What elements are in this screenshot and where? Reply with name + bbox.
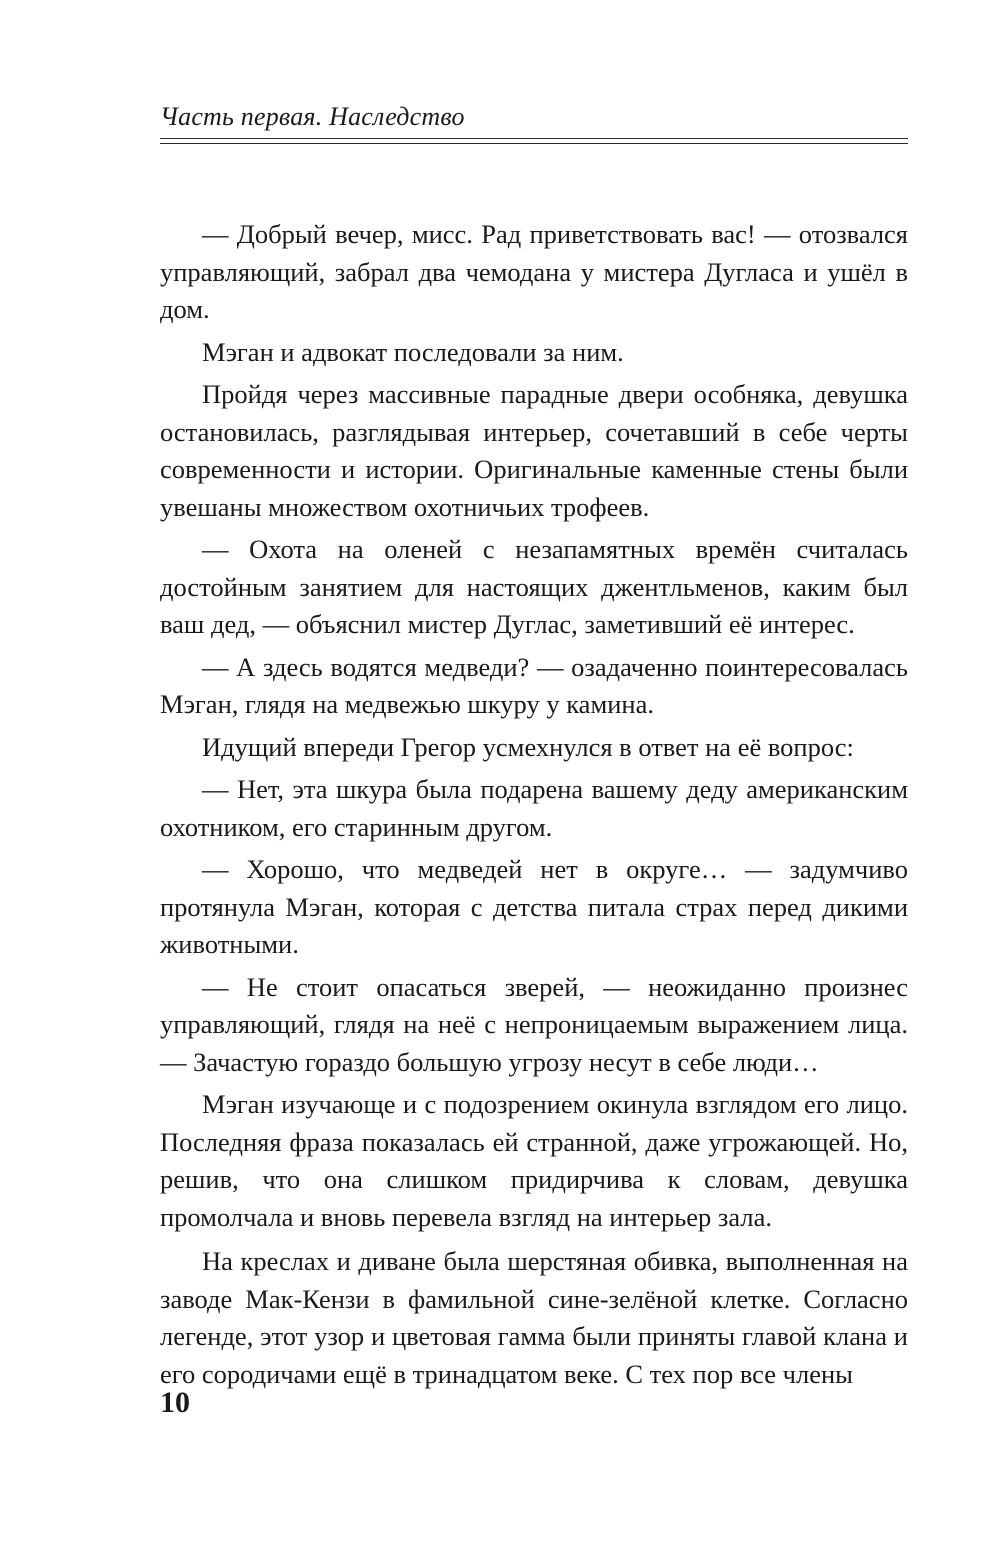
paragraph: Пройдя через массивные парадные двери особняка, девушка остановилась, разглядывая интерьер, сочетавший в себе черты современности и истории. Оригинальные каменные стены были увешаны множеством охотничьих трофеев. <box>160 379 908 522</box>
paragraph: На креслах и диване была шерстяная обивка, выполненная на заводе Мак-Кензи в фамильной сине-зелёной клетке. Согласно легенде, этот узор и цветовая гамма были приняты главой клана и его сородичами ещё в тринадцатом веке. С тех пор все члены <box>160 1246 908 1389</box>
paragraph: Мэган изучающе и с подозрением окинула взглядом его лицо. Последняя фраза показалась ей странной, даже угрожающей. Но, решив, что она слишком придирчива к словам, девушка промолчала и вновь перевела взгляд на интерьер зала. <box>160 1089 908 1232</box>
paragraph: — Нет, эта шкура была подарена вашему деду американским охотником, его старинным другом. <box>160 774 908 842</box>
header-rule-bottom <box>160 143 908 144</box>
running-head-title: Часть первая. Наследство <box>160 102 465 131</box>
header-rule-top <box>160 138 908 139</box>
paragraph: Мэган и адвокат последовали за ним. <box>202 336 624 367</box>
paragraph: — Не стоит опасаться зверей, — неожиданно произнес управляющий, глядя на неё с непроницаемым выражением лица. — Зачастую гораздо большую угрозу несут в себе люди… <box>160 971 908 1077</box>
body-text <box>160 216 908 1393</box>
paragraph: — Добрый вечер, мисс. Рад приветствовать вас! — отозвался управляющий, забрал два чемодана у мистера Дугласа и ушёл в дом. <box>160 219 908 324</box>
paragraph: — А здесь водятся медведи? — озадаченно поинтересовалась Мэган, глядя на медвежью шкуру у камина. <box>160 651 908 719</box>
paragraph: — Охота на оленей с незапамятных времён считалась достойным занятием для настоящих джентльменов, каким был ваш дед, — объяснил мистер Дуглас, заметивший её интерес. <box>160 534 908 639</box>
paragraph: — Хорошо, что медведей нет в округе… — задумчиво протянула Мэган, которая с детства питала страх перед дикими животными. <box>160 854 908 959</box>
paragraph: Идущий впереди Грегор усмехнулся в ответ на её вопрос: <box>202 731 854 762</box>
page-number: 10 <box>160 1386 190 1419</box>
